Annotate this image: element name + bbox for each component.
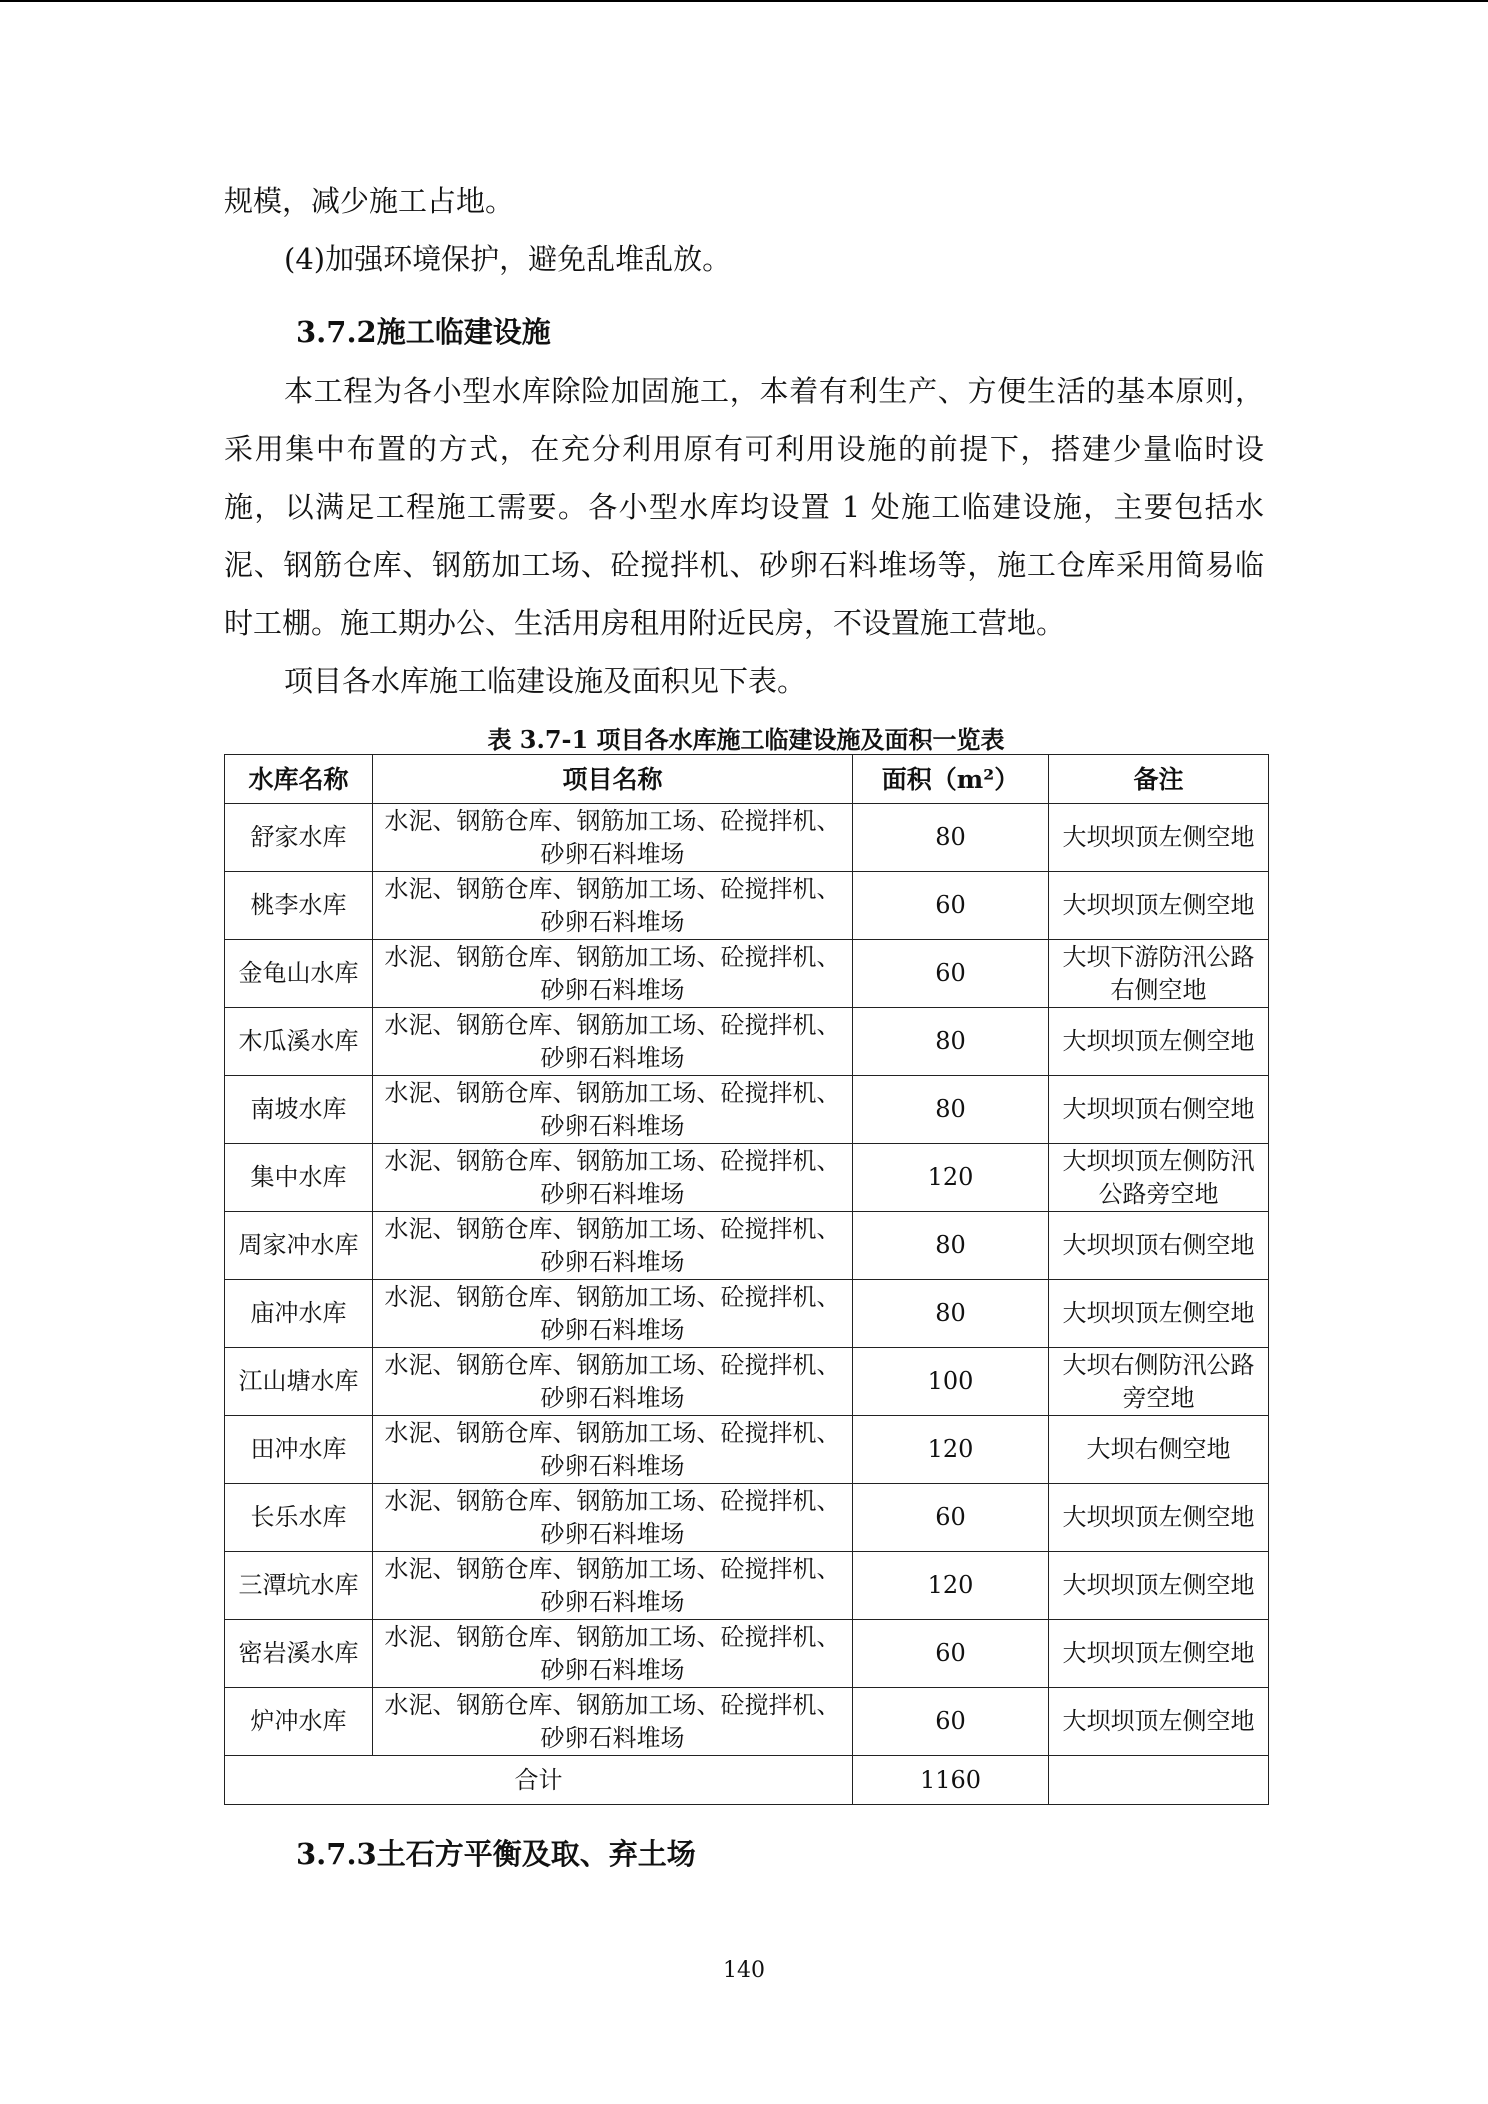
section-heading-3-7-2: 3.7.2施工临建设施 xyxy=(296,315,551,349)
table-row xyxy=(225,1620,1269,1688)
cell-reservoir: 长乐水库 xyxy=(225,1484,373,1552)
cell-reservoir: 周家冲水库 xyxy=(225,1212,373,1280)
cell-area: 80 xyxy=(853,1008,1049,1076)
cell-note: 大坝右侧防汛公路旁空地 xyxy=(1049,1348,1269,1416)
cell-reservoir: 江山塘水库 xyxy=(225,1348,373,1416)
cell-area: 120 xyxy=(853,1552,1049,1620)
cell-project: 水泥、钢筋仓库、钢筋加工场、砼搅拌机、砂卵石料堆场 xyxy=(373,1212,853,1280)
cell-note: 大坝坝顶左侧空地 xyxy=(1049,804,1269,872)
cell-note: 大坝右侧空地 xyxy=(1049,1416,1269,1484)
cell-project: 水泥、钢筋仓库、钢筋加工场、砼搅拌机、砂卵石料堆场 xyxy=(373,1280,853,1348)
table-row xyxy=(225,1144,1269,1212)
table-row xyxy=(225,872,1269,940)
facilities-table xyxy=(224,754,1269,1805)
cell-project: 水泥、钢筋仓库、钢筋加工场、砼搅拌机、砂卵石料堆场 xyxy=(373,1144,853,1212)
cell-area: 60 xyxy=(853,1484,1049,1552)
paragraph-continuation: 规模，减少施工占地。 xyxy=(224,184,515,218)
cell-note: 大坝坝顶左侧空地 xyxy=(1049,1484,1269,1552)
cell-area: 80 xyxy=(853,1280,1049,1348)
table-row xyxy=(225,940,1269,1008)
cell-area: 80 xyxy=(853,804,1049,872)
cell-project: 水泥、钢筋仓库、钢筋加工场、砼搅拌机、砂卵石料堆场 xyxy=(373,940,853,1008)
cell-note: 大坝坝顶右侧空地 xyxy=(1049,1076,1269,1144)
cell-project: 水泥、钢筋仓库、钢筋加工场、砼搅拌机、砂卵石料堆场 xyxy=(373,1552,853,1620)
table-row xyxy=(225,1212,1269,1280)
cell-note: 大坝坝顶左侧空地 xyxy=(1049,1280,1269,1348)
paragraph-body: 本工程为各小型水库除险加固施工，本着有利生产、方便生活的基本原则，采用集中布置的方式，在充分利用原有可利用设施的前提下，搭建少量临时设施，以满足工程施工需要。各小型水库均设置 1 处施工临建设施，主要包括水泥、钢筋仓库、钢筋加工场、砼搅拌机、砂卵石料堆场等，施工仓库采用简易临时工棚。施工期办公、生活用房租用附近民房，不设置施工营地。 xyxy=(224,374,1264,640)
cell-area: 120 xyxy=(853,1144,1049,1212)
cell-reservoir: 舒家水库 xyxy=(225,804,373,872)
cell-note: 大坝坝顶左侧空地 xyxy=(1049,1008,1269,1076)
table-row xyxy=(225,804,1269,872)
cell-reservoir: 庙冲水库 xyxy=(225,1280,373,1348)
cell-project: 水泥、钢筋仓库、钢筋加工场、砼搅拌机、砂卵石料堆场 xyxy=(373,804,853,872)
cell-reservoir: 炉冲水库 xyxy=(225,1688,373,1756)
cell-area: 120 xyxy=(853,1416,1049,1484)
table-row xyxy=(225,1552,1269,1620)
cell-project: 水泥、钢筋仓库、钢筋加工场、砼搅拌机、砂卵石料堆场 xyxy=(373,1416,853,1484)
cell-note: 大坝坝顶左侧空地 xyxy=(1049,1552,1269,1620)
cell-area: 60 xyxy=(853,940,1049,1008)
cell-reservoir: 金龟山水库 xyxy=(225,940,373,1008)
cell-note: 大坝坝顶右侧空地 xyxy=(1049,1212,1269,1280)
table-row xyxy=(225,1008,1269,1076)
cell-area: 80 xyxy=(853,1076,1049,1144)
cell-reservoir: 田冲水库 xyxy=(225,1416,373,1484)
table-header-row xyxy=(225,755,1269,804)
cell-reservoir: 南坡水库 xyxy=(225,1076,373,1144)
table-row xyxy=(225,1348,1269,1416)
table-row xyxy=(225,1280,1269,1348)
total-note xyxy=(1049,1756,1269,1805)
paragraph-table-intro: 项目各水库施工临建设施及面积见下表。 xyxy=(284,664,807,698)
cell-area: 80 xyxy=(853,1212,1049,1280)
table-row xyxy=(225,1688,1269,1756)
header-reservoir: 水库名称 xyxy=(225,755,373,804)
table-caption: 表 3.7-1 项目各水库施工临建设施及面积一览表 xyxy=(487,725,1005,754)
table-total-row xyxy=(225,1756,1269,1805)
table-row xyxy=(225,1076,1269,1144)
cell-project: 水泥、钢筋仓库、钢筋加工场、砼搅拌机、砂卵石料堆场 xyxy=(373,1076,853,1144)
section-heading-3-7-3: 3.7.3土石方平衡及取、弃土场 xyxy=(296,1837,696,1871)
cell-area: 100 xyxy=(853,1348,1049,1416)
cell-area: 60 xyxy=(853,1688,1049,1756)
table-row xyxy=(225,1484,1269,1552)
cell-reservoir: 集中水库 xyxy=(225,1144,373,1212)
header-project: 项目名称 xyxy=(373,755,853,804)
cell-note: 大坝坝顶左侧空地 xyxy=(1049,872,1269,940)
cell-area: 60 xyxy=(853,872,1049,940)
cell-note: 大坝坝顶左侧空地 xyxy=(1049,1688,1269,1756)
page-number: 140 xyxy=(723,1958,765,1983)
cell-reservoir: 密岩溪水库 xyxy=(225,1620,373,1688)
total-area: 1160 xyxy=(853,1756,1049,1805)
header-note: 备注 xyxy=(1049,755,1269,804)
cell-project: 水泥、钢筋仓库、钢筋加工场、砼搅拌机、砂卵石料堆场 xyxy=(373,1008,853,1076)
cell-project: 水泥、钢筋仓库、钢筋加工场、砼搅拌机、砂卵石料堆场 xyxy=(373,1688,853,1756)
cell-project: 水泥、钢筋仓库、钢筋加工场、砼搅拌机、砂卵石料堆场 xyxy=(373,872,853,940)
cell-note: 大坝下游防汛公路右侧空地 xyxy=(1049,940,1269,1008)
cell-note: 大坝坝顶左侧空地 xyxy=(1049,1620,1269,1688)
cell-area: 60 xyxy=(853,1620,1049,1688)
cell-project: 水泥、钢筋仓库、钢筋加工场、砼搅拌机、砂卵石料堆场 xyxy=(373,1348,853,1416)
cell-note: 大坝坝顶左侧防汛公路旁空地 xyxy=(1049,1144,1269,1212)
cell-reservoir: 木瓜溪水库 xyxy=(225,1008,373,1076)
paragraph-item-4: (4)加强环境保护，避免乱堆乱放。 xyxy=(284,242,732,276)
cell-project: 水泥、钢筋仓库、钢筋加工场、砼搅拌机、砂卵石料堆场 xyxy=(373,1484,853,1552)
header-area: 面积（m²） xyxy=(853,755,1049,804)
cell-reservoir: 桃李水库 xyxy=(225,872,373,940)
table-row xyxy=(225,1416,1269,1484)
total-label: 合计 xyxy=(225,1756,853,1805)
cell-project: 水泥、钢筋仓库、钢筋加工场、砼搅拌机、砂卵石料堆场 xyxy=(373,1620,853,1688)
cell-reservoir: 三潭坑水库 xyxy=(225,1552,373,1620)
